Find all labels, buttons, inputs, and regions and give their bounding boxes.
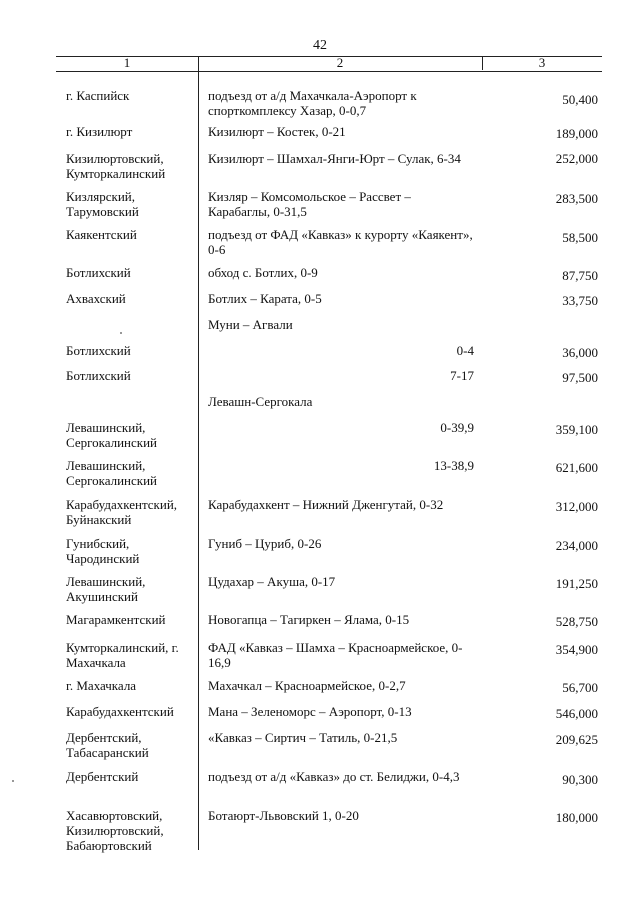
amount-cell: 234,000 — [555, 538, 598, 553]
district-cell: Дербентский — [66, 769, 139, 784]
column-divider — [482, 56, 483, 70]
header-col-2: 2 — [336, 55, 344, 70]
amount-cell: 33,750 — [562, 293, 598, 308]
road-cell: Цудахар – Акуша, 0-17 — [208, 574, 336, 589]
road-cell: Кизилюрт – Шамхал-Янги-Юрт – Сулак, 6-34 — [208, 151, 461, 166]
district-cell: Кумторкалинский, г. Махачкала — [66, 640, 179, 670]
road-cell: 13-38,9 — [433, 458, 474, 473]
road-cell: подъезд от а/д Махачкала-Аэропорт к спорткомплексу Хазар, 0-0,7 — [208, 88, 417, 118]
amount-cell: 189,000 — [555, 126, 598, 141]
district-cell: Левашинский, Сергокалинский — [66, 420, 158, 450]
amount-cell: 191,250 — [555, 576, 598, 591]
road-cell: Кизляр – Комсомольское – Рассвет – Карабаглы, 0-31,5 — [208, 189, 411, 219]
district-cell: Кизлярский, Тарумовский — [66, 189, 139, 219]
district-cell: г. Махачкала — [66, 678, 137, 693]
district-cell: Ботлихский — [66, 368, 131, 383]
district-cell: Каякентский — [66, 227, 137, 242]
amount-cell: 97,500 — [562, 370, 598, 385]
amount-cell: 209,625 — [555, 732, 598, 747]
district-cell: Ахвахский — [66, 291, 126, 306]
amount-cell: 359,100 — [555, 422, 598, 437]
scan-speck — [120, 332, 122, 334]
amount-cell: 90,300 — [562, 772, 598, 787]
district-cell: г. Кизилюрт — [66, 124, 133, 139]
road-cell: Левашн-Сергокала — [208, 394, 313, 409]
district-cell: Хасавюртовский, Кизилюртовский, Бабаюртовский — [66, 808, 164, 853]
road-cell: 0-39,9 — [440, 420, 474, 435]
district-cell: Карабудахкентский, Буйнакский — [66, 497, 178, 527]
amount-cell: 546,000 — [555, 706, 598, 721]
road-cell: Гуниб – Цуриб, 0-26 — [208, 536, 322, 551]
road-cell: 7-17 — [450, 368, 474, 383]
amount-cell: 312,000 — [555, 499, 598, 514]
column-divider — [198, 56, 199, 70]
amount-cell: 36,000 — [562, 345, 598, 360]
district-cell: Кизилюртовский, Кумторкалинский — [66, 151, 166, 181]
road-cell: «Кавказ – Сиртич – Татиль, 0-21,5 — [208, 730, 398, 745]
district-cell: Дербентский, Табасаранский — [66, 730, 149, 760]
road-cell: Махачкал – Красноармейское, 0-2,7 — [208, 678, 406, 693]
page-number: 42 — [313, 38, 327, 53]
road-cell: обход с. Ботлих, 0-9 — [208, 265, 318, 280]
amount-cell: 50,400 — [562, 92, 598, 107]
district-cell: Магарамкентский — [66, 612, 166, 627]
district-cell: г. Каспийск — [66, 88, 130, 103]
header-col-3: 3 — [538, 55, 546, 70]
road-cell: Муни – Агвали — [208, 317, 293, 332]
amount-cell: 354,900 — [555, 642, 598, 657]
amount-cell: 58,500 — [562, 230, 598, 245]
column-divider — [198, 70, 199, 850]
amount-cell: 621,600 — [555, 460, 598, 475]
scan-speck — [12, 780, 14, 782]
amount-cell: 283,500 — [555, 191, 598, 206]
district-cell: Гунибский, Чародинский — [66, 536, 140, 566]
road-cell: Кизилюрт – Костек, 0-21 — [208, 124, 346, 139]
road-cell: Ботлих – Карата, 0-5 — [208, 291, 322, 306]
district-cell: Левашинский, Сергокалинский — [66, 458, 158, 488]
amount-cell: 87,750 — [562, 268, 598, 283]
road-cell: подъезд от ФАД «Кавказ» к курорту «Каякент», 0-6 — [208, 227, 473, 257]
road-cell: Ботаюрт-Львовский 1, 0-20 — [208, 808, 359, 823]
road-cell: 0-4 — [456, 343, 474, 358]
amount-cell: 252,000 — [555, 151, 598, 166]
road-cell: подъезд от а/д «Кавказ» до ст. Белиджи, 0-4,3 — [208, 769, 460, 784]
road-cell: Новогапца – Тагиркен – Ялама, 0-15 — [208, 612, 410, 627]
amount-cell: 180,000 — [555, 810, 598, 825]
amount-cell: 528,750 — [555, 614, 598, 629]
district-cell: Левашинский, Акушинский — [66, 574, 146, 604]
header-col-1: 1 — [123, 55, 131, 70]
road-cell: ФАД «Кавказ – Шамха – Красноармейское, 0-16,9 — [208, 640, 463, 670]
table-header — [56, 56, 602, 72]
road-cell: Карабудахкент – Нижний Дженгутай, 0-32 — [208, 497, 444, 512]
amount-cell: 56,700 — [562, 680, 598, 695]
district-cell: Ботлихский — [66, 265, 131, 280]
district-cell: Карабудахкентский — [66, 704, 174, 719]
road-cell: Мана – Зеленоморс – Аэропорт, 0-13 — [208, 704, 412, 719]
district-cell: Ботлихский — [66, 343, 131, 358]
